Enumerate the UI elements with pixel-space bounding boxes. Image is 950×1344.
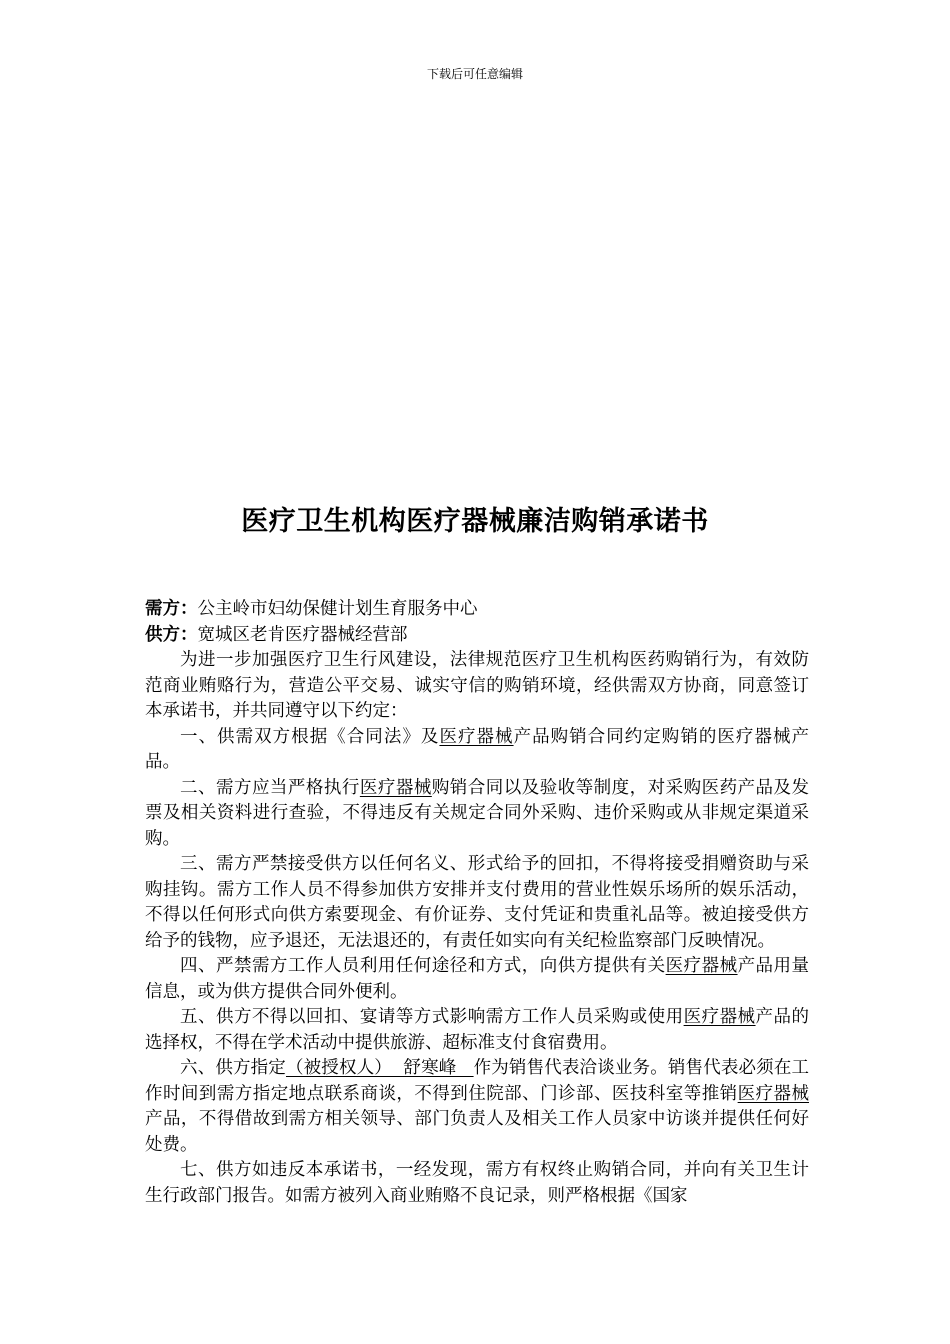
clause-6-text-b: 作为销售代表洽谈业务。销售代表必须在工作时间到需方指定地点联系商谈，不得到住院部、门诊部、医技科室等推销 bbox=[145, 1058, 810, 1104]
supply-party-line bbox=[145, 623, 809, 649]
term-medical-device: 医疗器械 bbox=[683, 1007, 756, 1027]
demand-party-sep: ： bbox=[180, 599, 198, 619]
clause-5-text-a: 五、供方不得以回扣、宴请等方式影响需方工作人员采购或使用 bbox=[180, 1007, 684, 1027]
intro-paragraph: 为进一步加强医疗卫生行风建设，法律规范医疗卫生机构医药购销行为，有效防范商业贿赂行为，营造公平交易、诚实守信的购销环境，经供需双方协商，同意签订本承诺书，并共同遵守以下约定： bbox=[145, 650, 809, 721]
clause-6 bbox=[145, 1056, 809, 1158]
clause-2-text-b: 购销合同以及验收等制度，对采购医药产品及发票及相关资料进行查验，不得违反有关规定合同外采购、违价采购或从非规定渠道采购。 bbox=[145, 777, 810, 849]
clause-3: 三、需方严禁接受供方以任何名义、形式给予的回扣，不得将接受捐赠资助与采购挂钩。需方工作人员不得参加供方安排并支付费用的营业性娱乐场所的娱乐活动，不得以任何形式向供方索要现金、有价证券、支付凭证和贵重礼品等。被迫接受供方给予的钱物，应予退还，无法退还的，有责任如实向有关纪检监察部门反映情况。 bbox=[145, 854, 809, 951]
demand-party-name: 公主岭市妇幼保健计划生育服务中心 bbox=[197, 599, 478, 619]
clause-2-text-a: 二、需方应当严格执行 bbox=[180, 777, 360, 798]
clause-6-text-a: 六、供方指定 bbox=[180, 1058, 286, 1078]
document-title: 医疗卫生机构医疗器械廉洁购销承诺书 bbox=[241, 506, 709, 537]
clause-1 bbox=[145, 725, 809, 776]
term-medical-device: 医疗器械 bbox=[737, 1083, 809, 1104]
term-medical-device: 医疗器械 bbox=[665, 956, 738, 976]
clause-5-text-b: 产品的选择权，不得在学术活动中提供旅游、超标准支付食宿费用。 bbox=[145, 1007, 810, 1053]
clause-1-text-a: 一、供需双方根据《合同法》及 bbox=[180, 726, 440, 747]
header-note: 下载后可任意编辑 bbox=[426, 67, 523, 81]
supply-party-sep: ： bbox=[180, 624, 198, 645]
supply-party-label: 供方 bbox=[145, 624, 180, 645]
demand-party-label: 需方 bbox=[145, 599, 180, 619]
clause-4-text-a: 四、严禁需方工作人员利用任何途径和方式，向供方提供有关 bbox=[180, 956, 666, 976]
clause-1-text-b: 产品购销合同约定购销的医疗器械产品。 bbox=[145, 726, 810, 772]
document-body bbox=[145, 597, 809, 1209]
authorized-person-blank: （被授权人） 舒寒峰 bbox=[285, 1058, 474, 1078]
clause-6-text-c: 产品，不得借故到需方相关领导、部门负责人及相关工作人员家中访谈并提供任何好处费。 bbox=[145, 1109, 809, 1155]
demand-party-line bbox=[145, 597, 809, 623]
supply-party-name: 宽城区老肯医疗器械经营部 bbox=[197, 624, 408, 645]
clause-7: 七、供方如违反本承诺书，一经发现，需方有权终止购销合同，并向有关卫生计生行政部门报告。如需方被列入商业贿赂不良记录，则严格根据《国家 bbox=[145, 1160, 809, 1206]
clause-4 bbox=[145, 954, 809, 1005]
term-medical-device: 医疗器械 bbox=[439, 726, 514, 747]
clause-5 bbox=[145, 1005, 809, 1056]
clause-2 bbox=[145, 776, 809, 853]
term-medical-device: 医疗器械 bbox=[359, 777, 432, 798]
clause-4-text-b: 产品用量信息，或为供方提供合同外便利。 bbox=[145, 956, 810, 1002]
